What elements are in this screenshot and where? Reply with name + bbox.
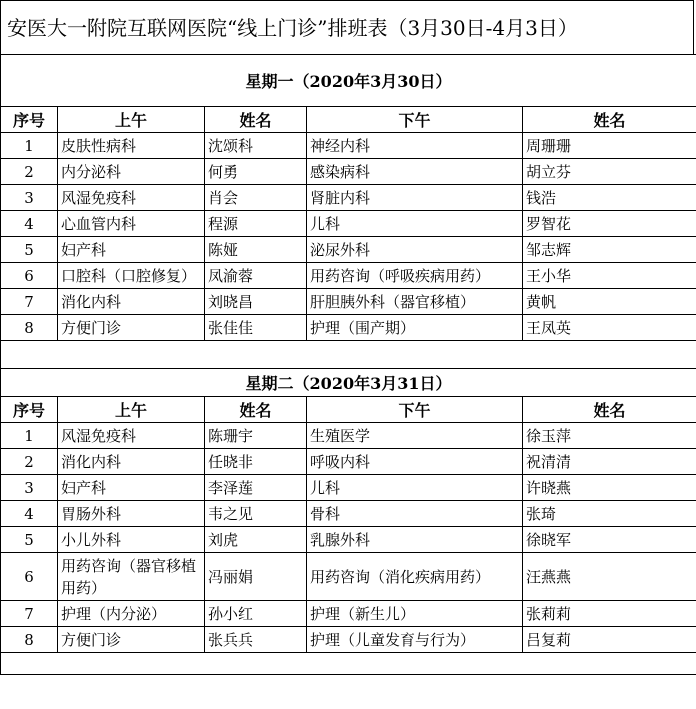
- pm-dept-cell: 用药咨询（呼吸疾病用药）: [307, 263, 523, 289]
- am-dept-cell: 妇产科: [58, 237, 205, 263]
- am-dept-cell: 心血管内科: [58, 211, 205, 237]
- pm-dept-cell: 神经内科: [307, 133, 523, 159]
- column-header-row: [1, 397, 696, 423]
- table-row: [1, 501, 696, 527]
- table-row: [1, 627, 696, 653]
- table-row: [1, 475, 696, 501]
- pm-dept-cell: 泌尿外科: [307, 237, 523, 263]
- header-am-name: 姓名: [205, 397, 307, 423]
- am-doctor-cell: 张兵兵: [205, 627, 307, 653]
- table-row: [1, 263, 696, 289]
- pm-doctor-cell: 钱浩: [523, 185, 696, 211]
- day-header-row: [1, 369, 696, 397]
- spacer-row: [1, 653, 696, 675]
- pm-doctor-cell: 张琦: [523, 501, 696, 527]
- table-row: [1, 553, 696, 601]
- page-title: 安医大一附院互联网医院“线上门诊”排班表（3月30日-4月3日）: [0, 0, 694, 54]
- seq-cell: 6: [1, 553, 58, 601]
- am-doctor-cell: 凤渝蓉: [205, 263, 307, 289]
- pm-doctor-cell: 徐晓军: [523, 527, 696, 553]
- am-dept-cell: 方便门诊: [58, 627, 205, 653]
- column-header-row: [1, 107, 696, 133]
- seq-cell: 4: [1, 501, 58, 527]
- table-row: [1, 449, 696, 475]
- am-doctor-cell: 沈颂科: [205, 133, 307, 159]
- pm-doctor-cell: 王凤英: [523, 315, 696, 341]
- am-dept-cell: 护理（内分泌）: [58, 601, 205, 627]
- header-am-name: 姓名: [205, 107, 307, 133]
- pm-doctor-cell: 徐玉萍: [523, 423, 696, 449]
- am-doctor-cell: 陈娅: [205, 237, 307, 263]
- pm-dept-cell: 肝胆胰外科（器官移植）: [307, 289, 523, 315]
- pm-doctor-cell: 邹志辉: [523, 237, 696, 263]
- pm-dept-cell: 乳腺外科: [307, 527, 523, 553]
- spacer-row: [1, 341, 696, 369]
- table-row: [1, 185, 696, 211]
- header-pm: 下午: [307, 107, 523, 133]
- table-row: [1, 211, 696, 237]
- am-doctor-cell: 刘晓昌: [205, 289, 307, 315]
- header-seq: 序号: [1, 397, 58, 423]
- table-row: [1, 315, 696, 341]
- day-header-row: [1, 55, 696, 107]
- header-seq: 序号: [1, 107, 58, 133]
- am-doctor-cell: 张佳佳: [205, 315, 307, 341]
- am-dept-cell: 皮肤性病科: [58, 133, 205, 159]
- am-doctor-cell: 任晓非: [205, 449, 307, 475]
- seq-cell: 2: [1, 159, 58, 185]
- pm-dept-cell: 儿科: [307, 475, 523, 501]
- am-doctor-cell: 程源: [205, 211, 307, 237]
- table-row: [1, 423, 696, 449]
- am-dept-cell: 风湿免疫科: [58, 185, 205, 211]
- pm-doctor-cell: 汪燕燕: [523, 553, 696, 601]
- am-doctor-cell: 李泽莲: [205, 475, 307, 501]
- seq-cell: 5: [1, 527, 58, 553]
- am-doctor-cell: 肖会: [205, 185, 307, 211]
- table-row: [1, 159, 696, 185]
- am-dept-cell: 用药咨询（器官移植用药）: [58, 553, 205, 601]
- am-dept-cell: 口腔科（口腔修复）: [58, 263, 205, 289]
- am-doctor-cell: 何勇: [205, 159, 307, 185]
- spacer-cell: [1, 653, 696, 675]
- seq-cell: 4: [1, 211, 58, 237]
- am-doctor-cell: 孙小红: [205, 601, 307, 627]
- am-dept-cell: 内分泌科: [58, 159, 205, 185]
- seq-cell: 1: [1, 133, 58, 159]
- day-label: 星期二（2020年3月31日）: [1, 369, 696, 397]
- header-am: 上午: [58, 107, 205, 133]
- pm-dept-cell: 骨科: [307, 501, 523, 527]
- am-dept-cell: 妇产科: [58, 475, 205, 501]
- pm-dept-cell: 感染病科: [307, 159, 523, 185]
- table-row: [1, 289, 696, 315]
- pm-doctor-cell: 罗智花: [523, 211, 696, 237]
- table-row: [1, 237, 696, 263]
- pm-dept-cell: 护理（儿童发育与行为）: [307, 627, 523, 653]
- am-dept-cell: 消化内科: [58, 289, 205, 315]
- seq-cell: 8: [1, 315, 58, 341]
- pm-doctor-cell: 周珊珊: [523, 133, 696, 159]
- seq-cell: 6: [1, 263, 58, 289]
- day-label: 星期一（2020年3月30日）: [1, 55, 696, 107]
- am-dept-cell: 风湿免疫科: [58, 423, 205, 449]
- pm-doctor-cell: 张莉莉: [523, 601, 696, 627]
- seq-cell: 7: [1, 601, 58, 627]
- am-dept-cell: 小儿外科: [58, 527, 205, 553]
- seq-cell: 5: [1, 237, 58, 263]
- pm-dept-cell: 护理（围产期）: [307, 315, 523, 341]
- header-pm: 下午: [307, 397, 523, 423]
- pm-dept-cell: 生殖医学: [307, 423, 523, 449]
- pm-dept-cell: 儿科: [307, 211, 523, 237]
- pm-doctor-cell: 许晓燕: [523, 475, 696, 501]
- pm-dept-cell: 护理（新生儿）: [307, 601, 523, 627]
- header-am: 上午: [58, 397, 205, 423]
- am-dept-cell: 方便门诊: [58, 315, 205, 341]
- pm-dept-cell: 呼吸内科: [307, 449, 523, 475]
- seq-cell: 8: [1, 627, 58, 653]
- pm-doctor-cell: 胡立芬: [523, 159, 696, 185]
- pm-doctor-cell: 黄帆: [523, 289, 696, 315]
- table-row: [1, 133, 696, 159]
- table-row: [1, 601, 696, 627]
- seq-cell: 1: [1, 423, 58, 449]
- seq-cell: 2: [1, 449, 58, 475]
- pm-doctor-cell: 王小华: [523, 263, 696, 289]
- spacer-cell: [1, 341, 696, 369]
- header-pm-name: 姓名: [523, 107, 696, 133]
- seq-cell: 3: [1, 185, 58, 211]
- schedule-table: [0, 54, 696, 675]
- am-dept-cell: 消化内科: [58, 449, 205, 475]
- pm-doctor-cell: 吕复莉: [523, 627, 696, 653]
- am-dept-cell: 胃肠外科: [58, 501, 205, 527]
- am-doctor-cell: 韦之见: [205, 501, 307, 527]
- pm-dept-cell: 用药咨询（消化疾病用药）: [307, 553, 523, 601]
- seq-cell: 3: [1, 475, 58, 501]
- table-row: [1, 527, 696, 553]
- header-pm-name: 姓名: [523, 397, 696, 423]
- am-doctor-cell: 陈珊宇: [205, 423, 307, 449]
- seq-cell: 7: [1, 289, 58, 315]
- pm-doctor-cell: 祝清清: [523, 449, 696, 475]
- am-doctor-cell: 刘虎: [205, 527, 307, 553]
- am-doctor-cell: 冯丽娟: [205, 553, 307, 601]
- pm-dept-cell: 肾脏内科: [307, 185, 523, 211]
